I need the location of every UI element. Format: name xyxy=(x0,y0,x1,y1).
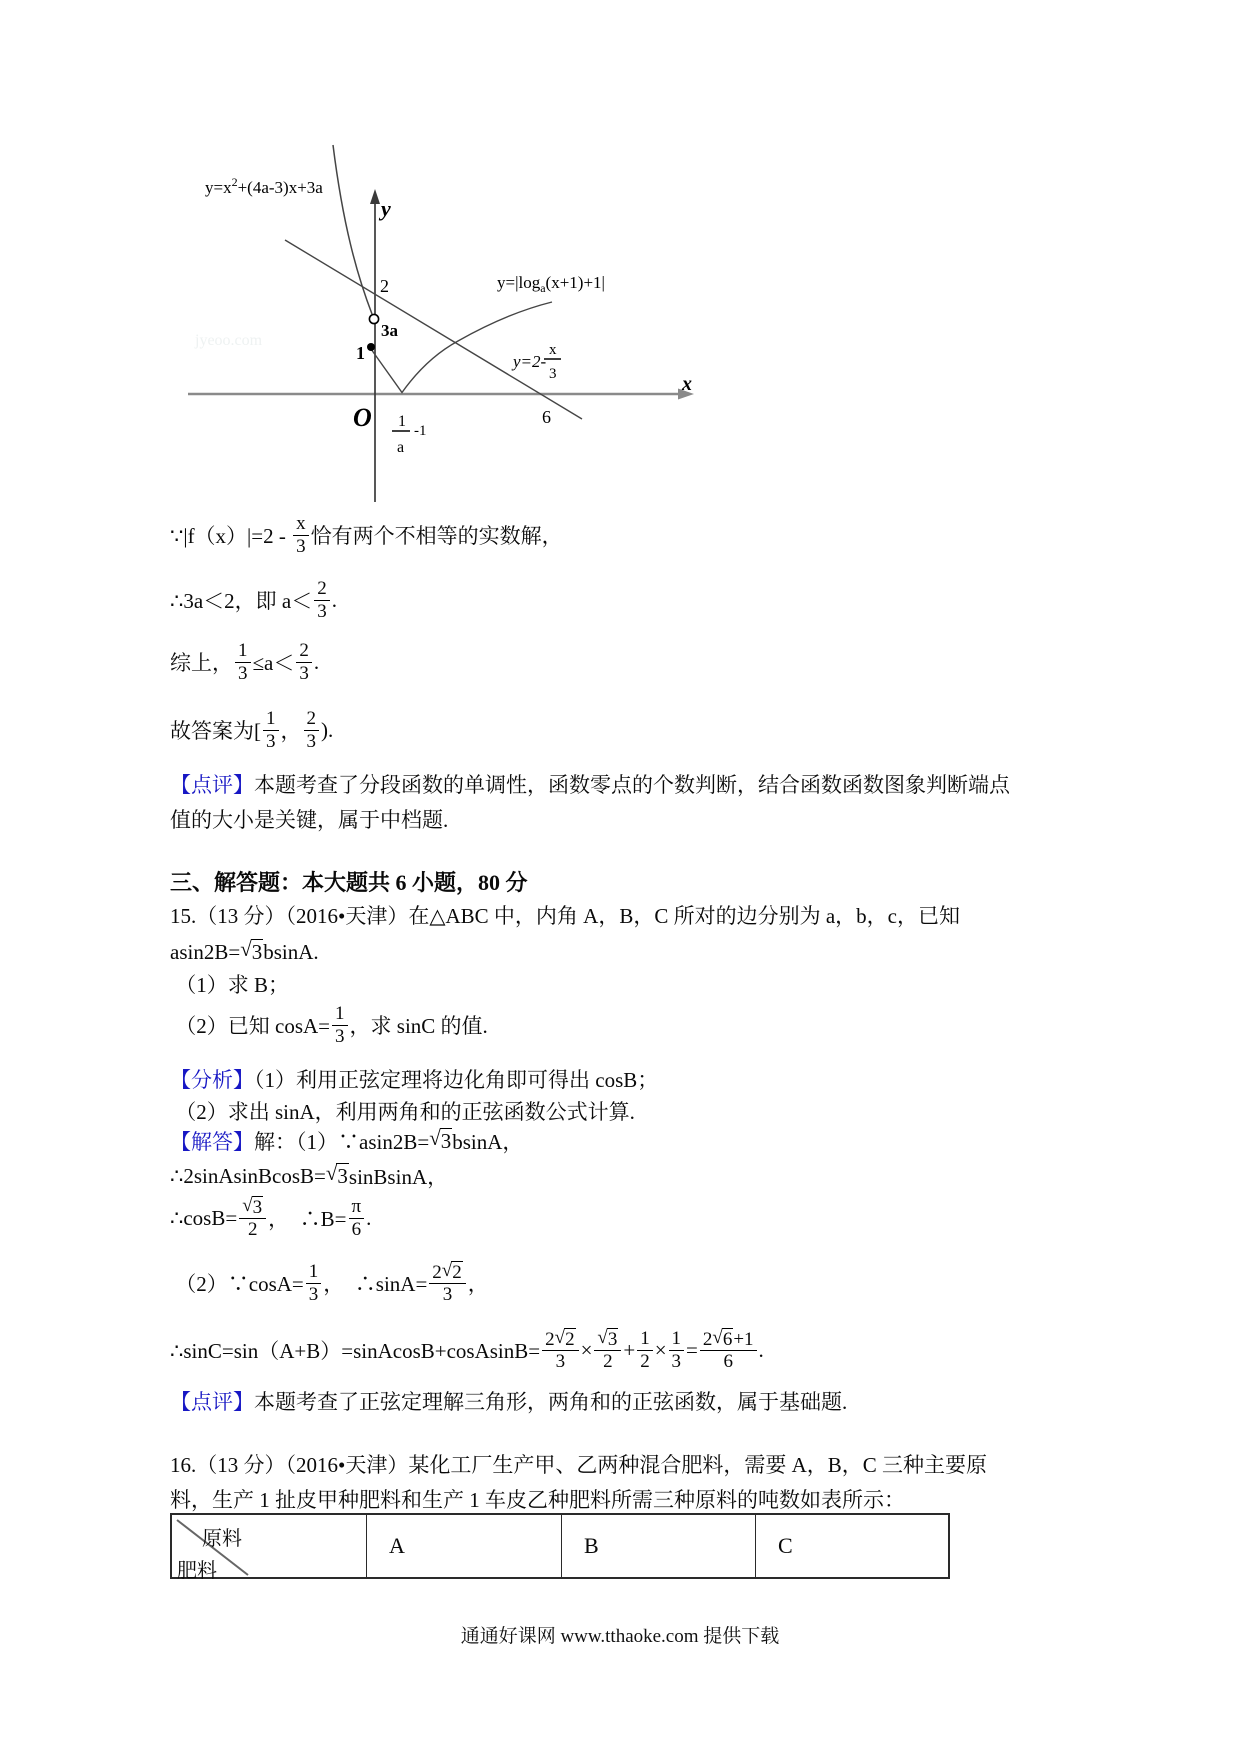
comment-15-line1: 【点评】本题考查了分段函数的单调性，函数零点的个数判断，结合函数函数图象判断端点 xyxy=(170,773,1010,797)
line-fx-condition: ∵|f（x）|=2 - $\frac{x}{3}$ 恰有两个不相等的实数解， xyxy=(170,513,563,557)
table-corner-top-label: 原料 xyxy=(202,1528,242,1550)
solution-15-step3: ∴cosB= √ 3 2 ， ∴B= $\frac{\pi}{6}$ . xyxy=(170,1194,372,1240)
tick-1: 1 xyxy=(356,343,365,363)
log-curve xyxy=(371,302,552,393)
table-header-B: B xyxy=(561,1515,755,1577)
open-point-3a xyxy=(369,314,378,323)
x-axis-label: x xyxy=(682,373,692,395)
origin-label: O xyxy=(353,403,372,432)
line-final-answer: 故答案为[ $\frac{1}{3}$ ， $\frac{2}{3}$ ). xyxy=(170,708,334,752)
line-label-prefix: y=2- xyxy=(513,352,547,371)
problem-15-intro: 15.（13 分）（2016•天津）在△ABC 中，内角 A，B，C 所对的边分别为 a，b，c，已知 xyxy=(170,904,960,928)
analysis-15-line2: （2）求出 sinA，利用两角和的正弦函数公式计算. xyxy=(170,1100,635,1124)
watermark: jyeoo.com xyxy=(195,332,263,349)
comment-15-line2: 值的大小是关键，属于中档题. xyxy=(170,808,449,832)
table-header-A: A xyxy=(366,1515,561,1577)
line-frac-den: 3 xyxy=(549,366,557,382)
section-heading: 三、解答题：本大题共 6 小题，80 分 xyxy=(170,870,528,895)
line-summary: 综上， $\frac{1}{3}$ ≤a＜ $\frac{2}{3}$ . xyxy=(170,640,320,684)
solution-15-step5: ∴sinC=sin（A+B）=sinAcosB+cosAsinB= 2 √ 2 3 × √ 3 2 + $\frac{1}{2}$ × $\frac{1}{3}$ = 2 √ 6 +1 6 . xyxy=(170,1326,764,1372)
function-graph xyxy=(170,140,710,510)
table-corner-cell xyxy=(172,1515,366,1582)
line-3a-inequality: ∴3a＜2，即 a＜ $\frac{2}{3}$ . xyxy=(170,578,338,622)
line-frac-num: x xyxy=(549,342,557,358)
xint-num: 1 xyxy=(398,413,406,430)
xint-den: a xyxy=(397,439,405,456)
problem-15-q2: （2）已知 cosA= $\frac{1}{3}$ ，求 sinC 的值. xyxy=(170,1003,488,1047)
parabola-label: $y=x^2+(4a-3)x+3a$ xyxy=(205,175,323,197)
analysis-15-line1: 【分析】（1）利用正弦定理将边化角即可得出 cosB； xyxy=(170,1068,659,1092)
problem-16-line2: 料，生产 1 扯皮甲种肥料和生产 1 车皮乙种肥料所需三种原料的吨数如表所示： xyxy=(170,1488,905,1512)
tick-6: 6 xyxy=(542,407,551,427)
tick-3a: 3a xyxy=(381,321,398,340)
problem-15-q1: （1）求 B； xyxy=(170,973,290,997)
table-header-C: C xyxy=(755,1515,948,1577)
materials-table xyxy=(170,1513,950,1582)
y-axis-arrow-icon xyxy=(370,189,380,204)
problem-15-equation: asin2B= √ 3 bsinA. xyxy=(170,937,319,964)
y-axis-label: y xyxy=(381,196,391,221)
xint-rest: -1 xyxy=(414,423,427,439)
closed-point-1 xyxy=(367,343,375,351)
solution-15-step4: （2）∵cosA= $\frac{1}{3}$ ， ∴sinA= 2 √ 2 3 ， xyxy=(170,1259,489,1305)
comment-15b: 【点评】本题考查了正弦定理解三角形，两角和的正弦函数，属于基础题. xyxy=(170,1390,848,1414)
problem-16-line1: 16.（13 分）（2016•天津）某化工厂生产甲、乙两种混合肥料，需要 A，B，C 三种主要原 xyxy=(170,1453,988,1477)
table-corner-bottom-label: 肥料 xyxy=(177,1560,217,1582)
page-footer: 通通好课网 www.tthaoke.com 提供下载 xyxy=(460,1626,780,1647)
descending-line xyxy=(285,240,582,419)
tick-2: 2 xyxy=(380,276,389,296)
solution-15-step1: 【解答】 解：（1）∵asin2B= √ 3 bsinA， xyxy=(170,1126,524,1154)
log-label: $y=|\log_a(x+1)+1|$ xyxy=(497,273,605,295)
solution-15-step2: ∴2sinAsinBcosB= √ 3 sinBsinA， xyxy=(170,1161,449,1189)
